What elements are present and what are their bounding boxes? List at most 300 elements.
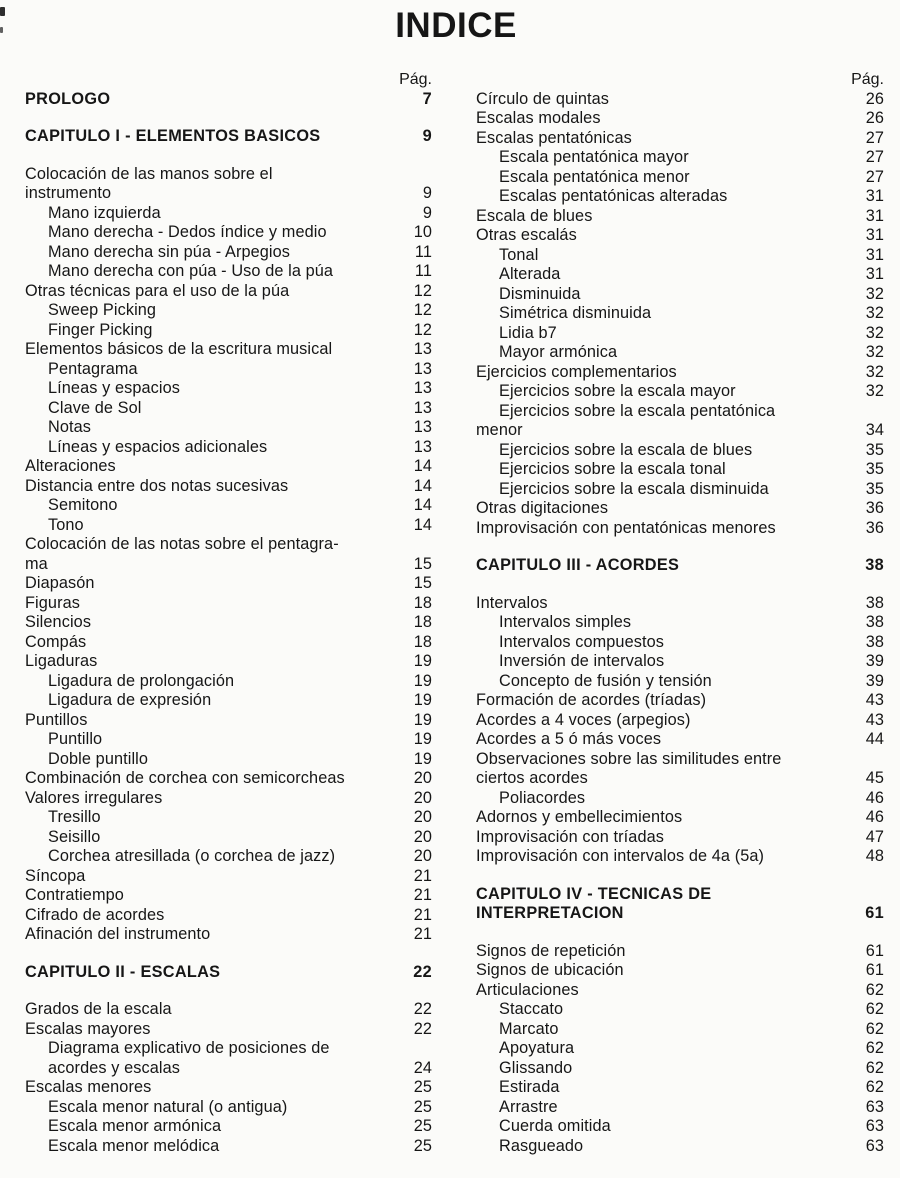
toc-entry-text: Finger Picking bbox=[48, 320, 153, 339]
toc-entry-text: Afinación del instrumento bbox=[25, 925, 211, 943]
toc-entry-text: Semitono bbox=[48, 496, 118, 514]
toc-entry-text: Acordes a 4 voces (arpegios) bbox=[476, 710, 691, 729]
toc-row bbox=[476, 441, 884, 461]
toc-entry-page: 19 bbox=[413, 710, 432, 729]
toc-row bbox=[25, 613, 432, 633]
toc-entry-page: 11 bbox=[414, 242, 432, 261]
toc-entry-page: 22 bbox=[413, 1000, 432, 1018]
toc-entry-text: Sweep Picking bbox=[48, 301, 157, 319]
toc-row bbox=[476, 402, 884, 422]
toc-entry-page: 27 bbox=[865, 167, 884, 186]
toc-row bbox=[476, 847, 884, 867]
toc-entry-page: 32 bbox=[865, 323, 884, 342]
toc-entry-page: 9 bbox=[422, 203, 432, 222]
toc-row bbox=[476, 519, 884, 539]
toc-entry-text: Signos de repetición bbox=[476, 941, 626, 960]
toc-entry-page: 19 bbox=[413, 730, 432, 748]
toc-entry-page: 12 bbox=[413, 301, 432, 319]
toc-entry-text: Distancia entre dos notas sucesivas bbox=[25, 476, 289, 495]
toc-row bbox=[25, 867, 432, 887]
toc-entry-text: Grados de la escala bbox=[25, 1000, 172, 1018]
toc-entry-page: 13 bbox=[413, 340, 432, 358]
toc-entry-page: 19 bbox=[413, 671, 432, 690]
toc-entry-page: 21 bbox=[413, 925, 432, 943]
toc-row bbox=[25, 496, 432, 516]
toc-row bbox=[476, 129, 884, 149]
toc-entry-text: Alteraciones bbox=[25, 457, 116, 475]
toc-row bbox=[476, 324, 884, 344]
toc-row bbox=[476, 109, 884, 129]
toc-entry-page: 21 bbox=[413, 905, 432, 924]
toc-entry-text: Mano derecha - Dedos índice y medio bbox=[48, 223, 327, 241]
toc-entry-page: 35 bbox=[865, 440, 884, 459]
toc-entry-text: Ejercicios sobre la escala de blues bbox=[499, 440, 753, 459]
toc-entry-page: 36 bbox=[865, 499, 884, 517]
toc-row bbox=[25, 1078, 432, 1098]
toc-row bbox=[25, 184, 432, 204]
toc-entry-page: 9 bbox=[422, 127, 432, 145]
toc-entry-text: Tonal bbox=[499, 245, 539, 264]
toc-entry-text: Líneas y espacios adicionales bbox=[48, 437, 268, 456]
toc-entry-page: 45 bbox=[865, 769, 884, 787]
toc-entry-page: 14 bbox=[413, 515, 432, 534]
toc-row bbox=[25, 90, 432, 110]
toc-row bbox=[476, 1117, 884, 1137]
toc-row bbox=[25, 769, 432, 789]
page-column-label: Pág. bbox=[399, 71, 432, 88]
toc-entry-text: Colocación de las manos sobre el bbox=[25, 164, 273, 183]
toc-row bbox=[25, 555, 432, 575]
toc-row bbox=[25, 165, 432, 185]
toc-row bbox=[25, 282, 432, 302]
toc-row bbox=[25, 535, 432, 555]
toc-entry-page: 21 bbox=[413, 866, 432, 885]
toc-entry-text: Inversión de intervalos bbox=[499, 652, 665, 670]
toc-entry-text: Círculo de quintas bbox=[476, 89, 610, 108]
toc-entry-page: 25 bbox=[413, 1097, 432, 1116]
toc-entry-page: 9 bbox=[422, 184, 432, 202]
toc-entry-page: 25 bbox=[413, 1117, 432, 1135]
toc-row bbox=[476, 808, 884, 828]
toc-entry-text: Signos de ubicación bbox=[476, 961, 624, 979]
toc-entry-page: 25 bbox=[413, 1078, 432, 1096]
toc-row bbox=[476, 499, 884, 519]
toc-entry-text: Alterada bbox=[499, 265, 561, 283]
toc-entry-page: 31 bbox=[865, 187, 884, 205]
toc-row bbox=[25, 1098, 432, 1118]
toc-row bbox=[25, 925, 432, 945]
toc-entry-page: 18 bbox=[413, 632, 432, 651]
toc-entry-text: Concepto de fusión y tensión bbox=[499, 671, 712, 690]
toc-entry-text: Simétrica disminuida bbox=[499, 304, 652, 322]
toc-row bbox=[25, 1117, 432, 1137]
toc-row bbox=[25, 711, 432, 731]
toc-row bbox=[476, 1039, 884, 1059]
toc-entry-page: 13 bbox=[413, 359, 432, 378]
toc-entry-page: 27 bbox=[865, 128, 884, 147]
toc-entry-text: Improvisación con tríadas bbox=[476, 827, 665, 846]
toc-entry-page: 18 bbox=[413, 613, 432, 631]
toc-entry-text: Tresillo bbox=[48, 808, 101, 826]
toc-row bbox=[476, 750, 884, 770]
toc-entry-page: 35 bbox=[865, 479, 884, 498]
toc-entry-page: 26 bbox=[865, 89, 884, 108]
toc-entry-text: Ligadura de expresión bbox=[48, 691, 212, 709]
toc-row bbox=[476, 343, 884, 363]
toc-row bbox=[476, 363, 884, 383]
toc-column-left bbox=[25, 70, 432, 1156]
toc-entry-page: 26 bbox=[865, 109, 884, 127]
toc-entry-text: Intervalos simples bbox=[499, 613, 632, 631]
toc-entry-text: Ejercicios sobre la escala mayor bbox=[499, 382, 736, 400]
toc-row bbox=[25, 457, 432, 477]
toc-entry-text: Staccato bbox=[499, 1000, 564, 1018]
toc-entry-page: 18 bbox=[413, 593, 432, 612]
toc-row bbox=[25, 672, 432, 692]
toc-row bbox=[25, 633, 432, 653]
toc-entry-page: 27 bbox=[865, 148, 884, 166]
toc-entry-text: Otras técnicas para el uso de la púa bbox=[25, 281, 290, 300]
toc-entry-text: instrumento bbox=[25, 184, 112, 202]
toc-entry-page: 63 bbox=[865, 1097, 884, 1116]
toc-entry-text: Marcato bbox=[499, 1019, 559, 1038]
toc-entry-text: Escala pentatónica menor bbox=[499, 167, 690, 186]
toc-entry-text: Tono bbox=[48, 515, 84, 534]
toc-entry-page: 13 bbox=[413, 379, 432, 397]
toc-entry-page: 15 bbox=[413, 554, 432, 573]
toc-entry-text: Otras digitaciones bbox=[476, 499, 609, 517]
toc-entry-page: 38 bbox=[865, 613, 884, 631]
toc-row bbox=[476, 1098, 884, 1118]
toc-row bbox=[476, 265, 884, 285]
toc-entry-text: ma bbox=[25, 554, 48, 573]
toc-row bbox=[476, 769, 884, 789]
toc-entry-page: 13 bbox=[413, 437, 432, 456]
toc-row bbox=[476, 90, 884, 110]
toc-entry-text: Arrastre bbox=[499, 1097, 558, 1116]
toc-row bbox=[25, 379, 432, 399]
toc-row bbox=[476, 421, 884, 441]
toc-entry-text: menor bbox=[476, 421, 523, 439]
toc-row bbox=[476, 1000, 884, 1020]
toc-row bbox=[476, 1020, 884, 1040]
toc-entry-page: 12 bbox=[413, 281, 432, 300]
toc-row bbox=[25, 652, 432, 672]
toc-row bbox=[25, 360, 432, 380]
toc-row bbox=[476, 1137, 884, 1157]
toc-entry-text: Formación de acordes (tríadas) bbox=[476, 691, 707, 709]
toc-row bbox=[476, 207, 884, 227]
toc-row bbox=[25, 516, 432, 536]
toc-row bbox=[476, 711, 884, 731]
toc-entry-page: 32 bbox=[865, 382, 884, 400]
toc-row bbox=[476, 633, 884, 653]
toc-row bbox=[476, 187, 884, 207]
toc-entry-text: Escalas mayores bbox=[25, 1019, 151, 1038]
toc-entry-text: Ejercicios complementarios bbox=[476, 362, 677, 381]
toc-entry-page: 43 bbox=[865, 691, 884, 709]
toc-row bbox=[25, 750, 432, 770]
toc-entry-text: Síncopa bbox=[25, 866, 86, 885]
toc-row bbox=[25, 340, 432, 360]
toc-entry-text: Elementos básicos de la escritura musical bbox=[25, 340, 333, 358]
page-title: INDICE bbox=[395, 6, 517, 45]
toc-row bbox=[476, 789, 884, 809]
toc-entry-page: 31 bbox=[865, 206, 884, 225]
toc-row bbox=[25, 399, 432, 419]
toc-entry-page: 20 bbox=[413, 847, 432, 865]
toc-entry-text: Clave de Sol bbox=[48, 398, 142, 417]
toc-entry-text: Escala menor melódica bbox=[48, 1136, 220, 1155]
toc-row bbox=[476, 1059, 884, 1079]
toc-entry-page: 39 bbox=[865, 652, 884, 670]
toc-entry-text: Doble puntillo bbox=[48, 749, 149, 768]
toc-entry-page: 24 bbox=[413, 1058, 432, 1077]
column-gap bbox=[25, 945, 432, 963]
toc-row bbox=[476, 226, 884, 246]
toc-entry-text: Glissando bbox=[499, 1058, 573, 1077]
toc-entry-page: 25 bbox=[413, 1136, 432, 1155]
toc-entry-page: 31 bbox=[865, 265, 884, 283]
toc-entry-text: CAPITULO IV - TECNICAS DE bbox=[476, 884, 712, 903]
toc-entry-text: CAPITULO III - ACORDES bbox=[476, 556, 680, 574]
toc-entry-text: Estirada bbox=[499, 1078, 560, 1096]
toc-entry-text: Diagrama explicativo de posiciones de bbox=[48, 1039, 330, 1057]
toc-entry-page: 20 bbox=[413, 788, 432, 807]
toc-entry-page: 62 bbox=[865, 1078, 884, 1096]
toc-entry-page: 32 bbox=[865, 362, 884, 381]
toc-entry-page: 32 bbox=[865, 343, 884, 361]
toc-entry-text: Escalas menores bbox=[25, 1078, 152, 1096]
toc-row bbox=[476, 961, 884, 981]
toc-row bbox=[25, 1000, 432, 1020]
toc-row bbox=[476, 556, 884, 576]
toc-row bbox=[476, 1078, 884, 1098]
column-gap bbox=[476, 924, 884, 942]
toc-row bbox=[25, 243, 432, 263]
toc-row bbox=[476, 828, 884, 848]
toc-row bbox=[476, 613, 884, 633]
toc-row bbox=[25, 1039, 432, 1059]
toc-row bbox=[476, 285, 884, 305]
toc-row bbox=[25, 477, 432, 497]
toc-entry-text: Observaciones sobre las similitudes entre bbox=[476, 749, 782, 768]
toc-entry-text: Contratiempo bbox=[25, 886, 124, 904]
toc-entry-text: Mano derecha sin púa - Arpegios bbox=[48, 242, 291, 261]
toc-entry-text: CAPITULO I - ELEMENTOS BASICOS bbox=[25, 127, 321, 145]
toc-entry-page: 62 bbox=[865, 980, 884, 999]
toc-entry-page: 20 bbox=[413, 808, 432, 826]
toc-entry-page: 47 bbox=[865, 827, 884, 846]
toc-entry-page: 7 bbox=[422, 89, 432, 108]
toc-entry-page: 61 bbox=[865, 941, 884, 960]
toc-entry-text: Mano derecha con púa - Uso de la púa bbox=[48, 262, 334, 280]
toc-entry-page: 63 bbox=[865, 1136, 884, 1155]
toc-row bbox=[476, 480, 884, 500]
toc-row bbox=[476, 246, 884, 266]
toc-entry-page: 46 bbox=[865, 788, 884, 807]
toc-entry-text: Cuerda omitida bbox=[499, 1117, 611, 1135]
toc-entry-page: 31 bbox=[865, 245, 884, 264]
toc-row bbox=[476, 691, 884, 711]
toc-row bbox=[476, 672, 884, 692]
toc-entry-page: 15 bbox=[413, 574, 432, 592]
toc-entry-text: Ligaduras bbox=[25, 652, 98, 670]
toc-entry-page: 19 bbox=[413, 652, 432, 670]
toc-entry-text: Escala menor natural (o antigua) bbox=[48, 1097, 288, 1116]
toc-entry-page: 38 bbox=[865, 632, 884, 651]
toc-column-right bbox=[476, 70, 884, 1156]
toc-row bbox=[476, 730, 884, 750]
column-gap bbox=[476, 576, 884, 594]
toc-entry-text: Diapasón bbox=[25, 574, 95, 592]
toc-entry-text: Notas bbox=[48, 418, 92, 436]
toc-entry-text: Ejercicios sobre la escala pentatónica bbox=[499, 401, 776, 420]
toc-entry-text: Escalas pentatónicas alteradas bbox=[499, 187, 728, 205]
toc-entry-text: Valores irregulares bbox=[25, 788, 163, 807]
toc-entry-page: 62 bbox=[865, 1058, 884, 1077]
toc-entry-page: 22 bbox=[413, 1019, 432, 1038]
toc-entry-page: 39 bbox=[865, 671, 884, 690]
toc-entry-page: 20 bbox=[413, 827, 432, 846]
page-column-label: Pág. bbox=[851, 71, 884, 88]
toc-row bbox=[476, 652, 884, 672]
toc-row bbox=[476, 168, 884, 188]
toc-entry-text: Compás bbox=[25, 632, 87, 651]
toc-entry-page: 14 bbox=[413, 496, 432, 514]
toc-entry-page: 62 bbox=[865, 1039, 884, 1057]
toc-row bbox=[25, 204, 432, 224]
toc-entry-text: Poliacordes bbox=[499, 788, 586, 807]
toc-row bbox=[25, 789, 432, 809]
toc-row bbox=[25, 906, 432, 926]
toc-entry-text: Mano izquierda bbox=[48, 203, 161, 222]
toc-entry-page: 20 bbox=[413, 769, 432, 787]
toc-entry-page: 43 bbox=[865, 710, 884, 729]
toc-row bbox=[25, 301, 432, 321]
toc-entry-text: Ejercicios sobre la escala disminuida bbox=[499, 479, 769, 498]
toc-entry-text: Líneas y espacios bbox=[48, 379, 181, 397]
toc-entry-text: Ligadura de prolongación bbox=[48, 671, 235, 690]
toc-row bbox=[25, 321, 432, 341]
toc-row bbox=[25, 1059, 432, 1079]
toc-row bbox=[25, 847, 432, 867]
toc-entry-text: Acordes a 5 ó más voces bbox=[476, 730, 662, 748]
toc-entry-text: Pentagrama bbox=[48, 359, 138, 378]
toc-entry-text: Rasgueado bbox=[499, 1136, 584, 1155]
toc-row bbox=[25, 886, 432, 906]
toc-entry-text: Puntillos bbox=[25, 710, 88, 729]
toc-entry-page: 10 bbox=[413, 223, 432, 241]
toc-entry-page: 14 bbox=[413, 457, 432, 475]
toc-entry-text: Intervalos compuestos bbox=[499, 632, 664, 651]
toc-entry-text: Adornos y embellecimientos bbox=[476, 808, 683, 826]
toc-entry-text: Escala de blues bbox=[476, 206, 593, 225]
toc-row bbox=[25, 1137, 432, 1157]
toc-entry-page: 48 bbox=[865, 847, 884, 865]
toc-row bbox=[476, 942, 884, 962]
toc-entry-page: 36 bbox=[865, 518, 884, 537]
toc-entry-text: Puntillo bbox=[48, 730, 103, 748]
toc-row bbox=[25, 730, 432, 750]
toc-entry-text: Otras escalás bbox=[476, 226, 577, 244]
toc-entry-text: Articulaciones bbox=[476, 980, 579, 999]
toc-entry-text: Colocación de las notas sobre el pentagra- bbox=[25, 535, 339, 553]
toc-row bbox=[476, 304, 884, 324]
toc-entry-text: Escalas modales bbox=[476, 109, 601, 127]
toc-row bbox=[25, 127, 432, 147]
toc-row bbox=[25, 808, 432, 828]
toc-entry-text: Ejercicios sobre la escala tonal bbox=[499, 460, 726, 478]
toc-entry-page: 31 bbox=[865, 226, 884, 244]
toc-entry-page: 46 bbox=[865, 808, 884, 826]
toc-entry-page: 12 bbox=[413, 320, 432, 339]
toc-entry-text: PROLOGO bbox=[25, 89, 111, 108]
toc-entry-page: 22 bbox=[413, 962, 432, 981]
toc-entry-text: Seisillo bbox=[48, 827, 101, 846]
toc-row bbox=[25, 594, 432, 614]
toc-entry-page: 62 bbox=[865, 1000, 884, 1018]
toc-row bbox=[476, 460, 884, 480]
toc-entry-page: 32 bbox=[865, 304, 884, 322]
toc-entry-text: Apoyatura bbox=[499, 1039, 575, 1057]
toc-entry-page: 62 bbox=[865, 1019, 884, 1038]
toc-entry-text: Mayor armónica bbox=[499, 343, 618, 361]
toc-row bbox=[25, 574, 432, 594]
toc-entry-text: ciertos acordes bbox=[476, 769, 588, 787]
toc-entry-text: Escala pentatónica mayor bbox=[499, 148, 689, 166]
toc-entry-text: Silencios bbox=[25, 613, 92, 631]
toc-entry-page: 44 bbox=[865, 730, 884, 748]
toc-entry-page: 38 bbox=[865, 556, 884, 574]
toc-row bbox=[25, 223, 432, 243]
toc-row bbox=[476, 885, 884, 905]
toc-row bbox=[476, 382, 884, 402]
toc-entry-text: Intervalos bbox=[476, 593, 548, 612]
toc-entry-text: acordes y escalas bbox=[48, 1058, 181, 1077]
toc-entry-text: Figuras bbox=[25, 593, 80, 612]
toc-entry-page: 13 bbox=[413, 418, 432, 436]
toc-entry-text: Lidia b7 bbox=[499, 323, 557, 342]
toc-row bbox=[476, 594, 884, 614]
toc-row bbox=[25, 418, 432, 438]
toc-entry-page: 14 bbox=[413, 476, 432, 495]
toc-row bbox=[476, 148, 884, 168]
toc-entry-text: Disminuida bbox=[499, 284, 581, 303]
toc-entry-page: 34 bbox=[865, 421, 884, 439]
toc-entry-text: CAPITULO II - ESCALAS bbox=[25, 962, 221, 981]
toc-row bbox=[476, 904, 884, 924]
column-gap bbox=[25, 147, 432, 165]
toc-entry-page: 35 bbox=[865, 460, 884, 478]
toc-entry-text: Cifrado de acordes bbox=[25, 905, 165, 924]
toc-entry-page: 19 bbox=[413, 749, 432, 768]
toc-entry-text: Escalas pentatónicas bbox=[476, 128, 632, 147]
toc-row bbox=[476, 981, 884, 1001]
toc-entry-page: 19 bbox=[413, 691, 432, 709]
toc-entry-text: Combinación de corchea con semicorcheas bbox=[25, 769, 345, 787]
toc-entry-page: 61 bbox=[865, 904, 884, 922]
toc-entry-page: 32 bbox=[865, 284, 884, 303]
toc-entry-text: Escala menor armónica bbox=[48, 1117, 222, 1135]
toc-row bbox=[25, 691, 432, 711]
toc-entry-text: Improvisación con intervalos de 4a (5a) bbox=[476, 847, 765, 865]
column-gap bbox=[476, 867, 884, 885]
toc-entry-page: 63 bbox=[865, 1117, 884, 1135]
toc-entry-page: 11 bbox=[414, 262, 432, 280]
toc-entry-page: 38 bbox=[865, 593, 884, 612]
toc-entry-text: INTERPRETACION bbox=[476, 904, 624, 922]
